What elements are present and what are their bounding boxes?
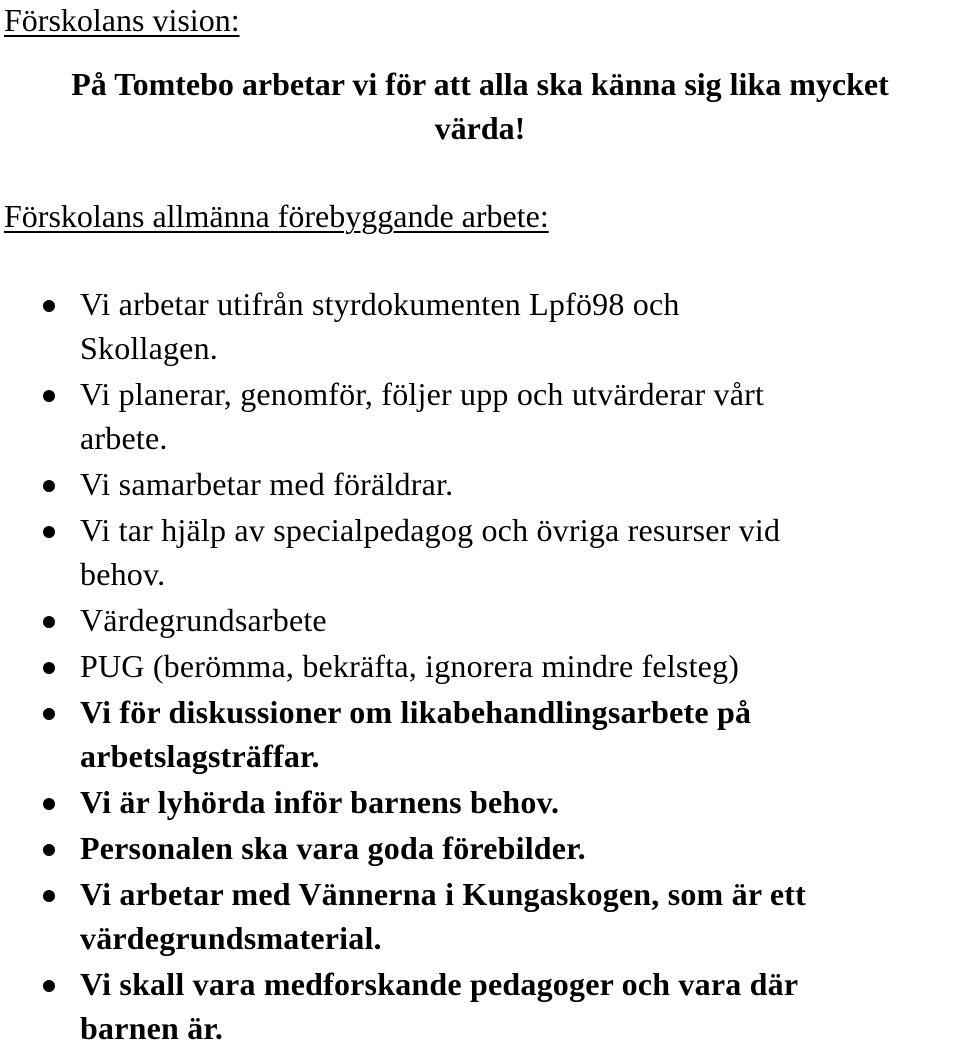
bullet-icon <box>43 798 55 810</box>
bullet-icon <box>43 662 55 674</box>
preventive-work-list <box>0 282 960 1052</box>
bullet-icon <box>43 980 55 992</box>
vision-heading: Förskolans vision: <box>4 2 240 38</box>
list-item-line: PUG (berömma, bekräfta, ignorera mindre felsteg) <box>80 648 740 684</box>
list-item <box>0 508 960 596</box>
list-item <box>0 372 960 460</box>
list-item-line: Vi tar hjälp av specialpedagog och övriga resurser vid <box>80 512 781 548</box>
list-item <box>0 872 960 960</box>
list-item-line: Vi arbetar utifrån styrdokumenten Lpfö98 och <box>80 286 680 322</box>
list-item-line: Vi skall vara medforskande pedagoger och vara där <box>80 966 799 1002</box>
list-item-line: Personalen ska vara goda förebilder. <box>80 830 586 866</box>
vision-statement <box>0 62 960 150</box>
list-item-line: Vi är lyhörda inför barnens behov. <box>80 784 560 820</box>
bullet-icon <box>43 844 55 856</box>
list-item-line: Vi arbetar med Vännerna i Kungaskogen, som är ett <box>80 876 806 912</box>
list-item-line: arbete. <box>80 420 168 456</box>
list-item <box>0 780 960 824</box>
list-item <box>0 826 960 870</box>
list-item <box>0 690 960 778</box>
list-item-line: Värdegrundsarbete <box>80 602 327 638</box>
list-item-line: Skollagen. <box>80 330 218 366</box>
list-item-line: värdegrundsmaterial. <box>80 920 382 956</box>
bullet-icon <box>43 390 55 402</box>
list-item-line: Vi för diskussioner om likabehandlingsarbete på <box>80 694 752 730</box>
bullet-icon <box>43 526 55 538</box>
list-item <box>0 644 960 688</box>
vision-line: värda! <box>434 110 526 146</box>
list-item-line: behov. <box>80 556 166 592</box>
list-item-line: Vi planerar, genomför, följer upp och utvärderar vårt <box>80 376 765 412</box>
bullet-icon <box>43 708 55 720</box>
vision-line: På Tomtebo arbetar vi för att alla ska känna sig lika mycket <box>71 66 889 102</box>
preventive-work-heading: Förskolans allmänna förebyggande arbete: <box>4 198 549 234</box>
bullet-icon <box>43 300 55 312</box>
list-item <box>0 462 960 506</box>
list-item <box>0 282 960 370</box>
list-item-line: Vi samarbetar med föräldrar. <box>80 466 454 502</box>
bullet-icon <box>43 616 55 628</box>
bullet-icon <box>43 890 55 902</box>
list-item-line: barnen är. <box>80 1010 224 1046</box>
list-item <box>0 598 960 642</box>
list-item <box>0 962 960 1050</box>
bullet-icon <box>43 480 55 492</box>
list-item-line: arbetslagsträffar. <box>80 738 320 774</box>
